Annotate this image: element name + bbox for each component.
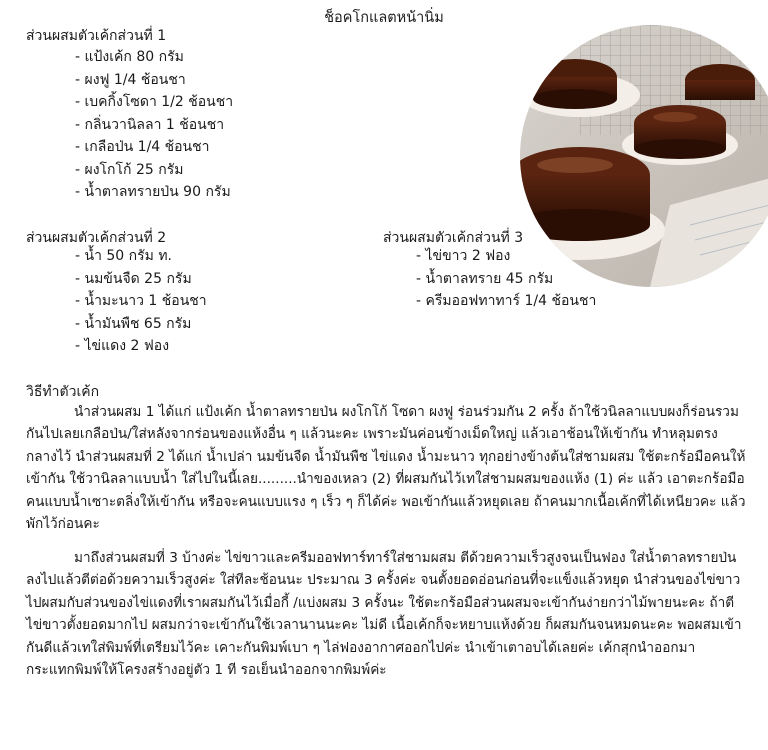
method-paragraph-1: นำส่วนผสม 1 ได้แก่ แป้งเค้ก น้ำตาลทรายป่น ผงโกโก้ โซดา ผงฟู ร่อนร่วมกัน 2 ครั้ง ถ้าใช้วนิลลาแบบผงก็ร่อนรวมกันไปเลยเกลือป่น/ใส่หลังจากร่อนของแห้งอื่น ๆ แล้วนะคะ เพราะมันค่อนข้างเม็ดใหญ่ แล้วเอาช้อนให้เข้ากัน ทำหลุมตรงกลางไว้ นำส่วนผสมที่ 2 ได้แก่ น้ำเปล่า นมข้นจืด น้ำมันพืช ไข่แดง น้ำมะนาว ทุกอย่างข้างต้นใส่ชามผสม ใช้ตะกร้อมือคนให้เข้ากัน ใช้วานิลลาแบบน้ำ ใส่ไปในนี้เลย.........นำของเหลว (2) ที่ผสมกันไว้เทใส่ชามผสมของแห้ง (1) ค่ะ แล้ว เอาตะกร้อมือคนแบบน้ำเซาะตลิ่งให้เข้ากัน หรือจะคนแบบแรง ๆ เร็ว ๆ ก็ได้ค่ะ พอเข้ากันแล้วหยุดเลย ถ้าคนมากเนื้อเค้กที่ได้เหนียวคะ แล้วพักไว้ก่อนคะ (26, 404, 746, 533)
list-item: - น้ำตาลทรายป่น 90 กรัม (75, 184, 231, 200)
list-item: - กลิ่นวานิลลา 1 ช้อนชา (75, 116, 225, 133)
list-item: - ไข่ขาว 2 ฟอง (416, 248, 511, 264)
list-item: - ผงโกโก้ 25 กรัม (75, 161, 184, 178)
list-item: - น้ำ 50 กรัม ท. (75, 248, 173, 264)
method-paragraph-2: มาถึงส่วนผสมที่ 3 บ้างค่ะ ไข่ขาวและครีมออฟทาร์ทาร์ใส่ชามผสม ตีด้วยความเร็วสูงจนเป็นฟอง ใส่น้ำตาลทรายป่นลงไปแล้วตีต่อด้วยความเร็วสูงค่ะ ใส่ทีละช้อนนะ ประมาณ 3 ครั้งค่ะ จนตั้งยอดอ่อนก่อนที่จะแข็งแล้วหยุด นำส่วนของไข่ขาวไปผสมกับส่วนของไข่แดงที่เราผสมกันไว้เมื่อกี้ /แบ่งผสม 3 ครั้งนะ ใช้ตะกร้อมือส่วนผสมจะเข้ากันง่ายกว่าไม้พายนะคะ ถ้าตีไข่ขาวตั้งยอดมากไป ผสมกว่าจะเข้ากันใช้เวลานานนะคะ ไม่ดี เนื้อเค้กก็จะหยาบแห้งด้วย ก็ผสมกันจนหมดนะคะ พอผสมเข้ากันดีแล้วเทใส่พิมพ์ที่เตรียมไว้คะ เคาะกันพิมพ์เบา ๆ ไล่ฟองอากาศออกไปค่ะ นำเข้าเตาอบได้เลยค่ะ เค้กสุกนำออกมา กระแทกพิมพ์ให้โครงสร้างอยู่ตัว 1 ที รอเย็นนำออกจากพิมพ์ค่ะ (26, 550, 742, 679)
chocolate-cake-photo (520, 25, 768, 287)
part1-heading: ส่วนผสมตัวเค้กส่วนที่ 1 (26, 28, 167, 44)
part2-heading: ส่วนผสมตัวเค้กส่วนที่ 2 (26, 230, 167, 246)
part2-ingredient-list (75, 245, 207, 358)
list-item: - น้ำมันพืช 65 กรัม (75, 315, 192, 332)
part1-ingredient-list (75, 46, 233, 204)
page-title: ช็อคโกแลตหน้านิ่ม (324, 10, 444, 26)
list-item: - นมข้นจืด 25 กรัม (75, 270, 192, 287)
list-item: - น้ำมะนาว 1 ช้อนชา (75, 293, 207, 309)
list-item: - น้ำตาลทราย 45 กรัม (416, 270, 554, 287)
list-item: - ครีมออฟทาทาร์ 1/4 ช้อนชา (416, 293, 597, 309)
list-item: - เบคกิ้งโซดา 1/2 ช้อนชา (75, 94, 234, 110)
list-item: - ผงฟู 1/4 ช้อนชา (75, 71, 186, 88)
part3-heading: ส่วนผสมตัวเค้กส่วนที่ 3 (383, 230, 524, 246)
list-item: - เกลือป่น 1/4 ช้อนชา (75, 139, 210, 155)
list-item: - แป้งเค้ก 80 กรัม (75, 49, 184, 65)
method-heading: วิธีทำตัวเค้ก (26, 384, 100, 400)
list-item: - ไข่แดง 2 ฟอง (75, 338, 170, 354)
